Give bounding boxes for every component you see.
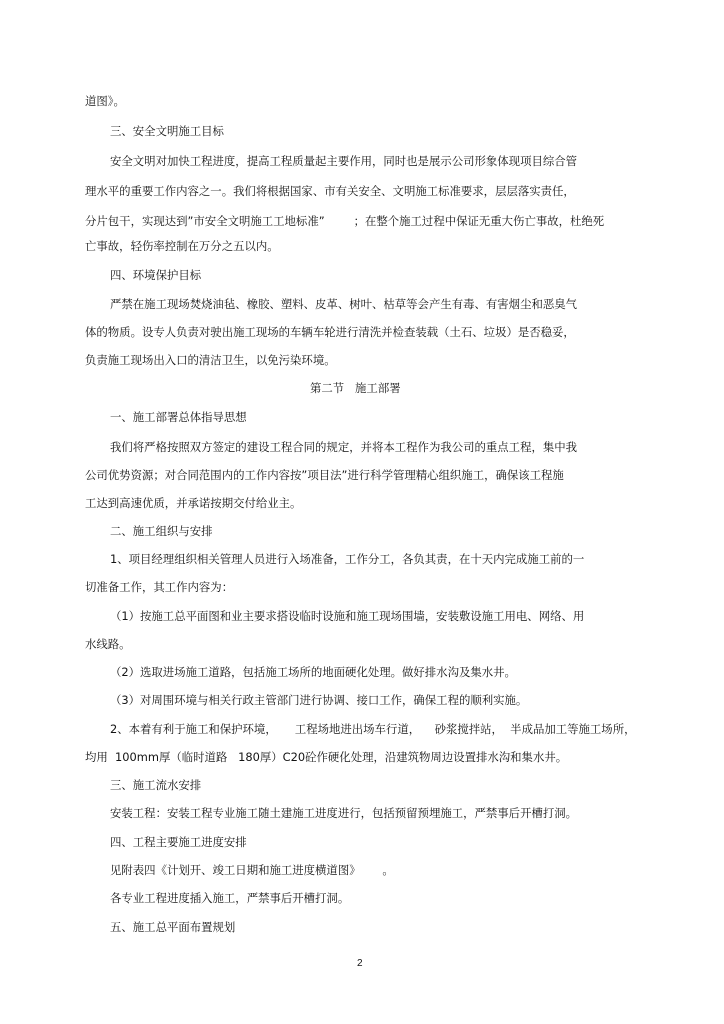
text-line: 亡事故，轻伤率控制在万分之五以内。 bbox=[85, 239, 279, 253]
text-line: 切准备工作，其工作内容为： bbox=[85, 580, 234, 594]
text-line: 均用 100mm厚（临时道路 180厚）C20砼作硬化处理，沿建筑物周边设置排水沟和集水井。 bbox=[85, 750, 568, 764]
text-line: 工达到高速优质，并承诺按期交付给业主。 bbox=[85, 496, 302, 510]
section-heading: 一、施工部署总体指导思想 bbox=[110, 410, 247, 424]
chapter-heading: 第二节 施工部署 bbox=[310, 381, 401, 395]
section-heading: 三、施工流水安排 bbox=[110, 778, 202, 792]
text-line: 分片包干，实现达到”市安全文明施工工地标准” ；在整个施工过程中保证无重大伤亡事故，杜绝死 bbox=[85, 214, 605, 228]
text-line: 理水平的重要工作内容之一。我们将根据国家、市有关安全、文明施工标准要求，层层落实责任， bbox=[85, 184, 575, 198]
text-line: 水线路。 bbox=[85, 637, 131, 651]
text-line: 体的物质。设专人负责对驶出施工现场的车辆车轮进行清洗并检查装载（土石、垃圾）是否稳妥， bbox=[85, 325, 575, 339]
text-line: 见附表四《计划开、竣工日期和施工进度横道图》 。 bbox=[110, 863, 394, 877]
text-line: （2）选取进场施工道路，包括施工场所的地面硬化处理。做好排水沟及集水井。 bbox=[110, 665, 516, 679]
text-line: （1）按施工总平面图和业主要求搭设临时设施和施工现场围墙，安装敷设施工用电、网络、用 bbox=[110, 609, 585, 623]
text-line: （3）对周围环境与相关行政主管部门进行协调、接口工作，确保工程的顺利实施。 bbox=[110, 693, 528, 707]
section-heading: 二、施工组织与安排 bbox=[110, 524, 213, 538]
text-line: 各专业工程进度插入施工，严禁事后开槽打洞。 bbox=[110, 891, 350, 905]
text-line: 公司优势资源；对合同范围内的工作内容按”项目法”进行科学管理精心组织施工，确保该工程施 bbox=[85, 468, 564, 482]
section-heading: 四、工程主要施工进度安排 bbox=[110, 835, 247, 849]
section-heading: 三、安全文明施工目标 bbox=[110, 124, 224, 138]
text-line: 严禁在施工现场焚烧油毡、橡胶、塑料、皮革、树叶、枯草等会产生有毒、有害烟尘和恶臭气 bbox=[110, 297, 578, 311]
section-heading: 四、环境保护目标 bbox=[110, 268, 202, 282]
text-line: 2、本着有利于施工和保护环境， 工程场地进出场车行道， 砂浆搅拌站， 半成品加工等施工场所， bbox=[110, 722, 636, 736]
page-number: 2 bbox=[357, 958, 363, 969]
text-line: 道图》。 bbox=[85, 94, 125, 108]
section-heading: 五、施工总平面布置规划 bbox=[110, 920, 236, 934]
text-line: 1、项目经理组织相关管理人员进行入场准备，工作分工，各负其责，在十天内完成施工前的一 bbox=[110, 552, 585, 566]
text-line: 安全文明对加快工程进度，提高工程质量起主要作用，同时也是展示公司形象体现项目综合管 bbox=[110, 154, 578, 168]
text-line: 安装工程：安装工程专业施工随土建施工进度进行，包括预留预埋施工，严禁事后开槽打洞。 bbox=[110, 806, 578, 820]
text-line: 负责施工现场出入口的清洁卫生，以免污染环境。 bbox=[85, 353, 336, 367]
text-line: 我们将严格按照双方签定的建设工程合同的规定，并将本工程作为我公司的重点工程，集中我 bbox=[110, 440, 578, 454]
